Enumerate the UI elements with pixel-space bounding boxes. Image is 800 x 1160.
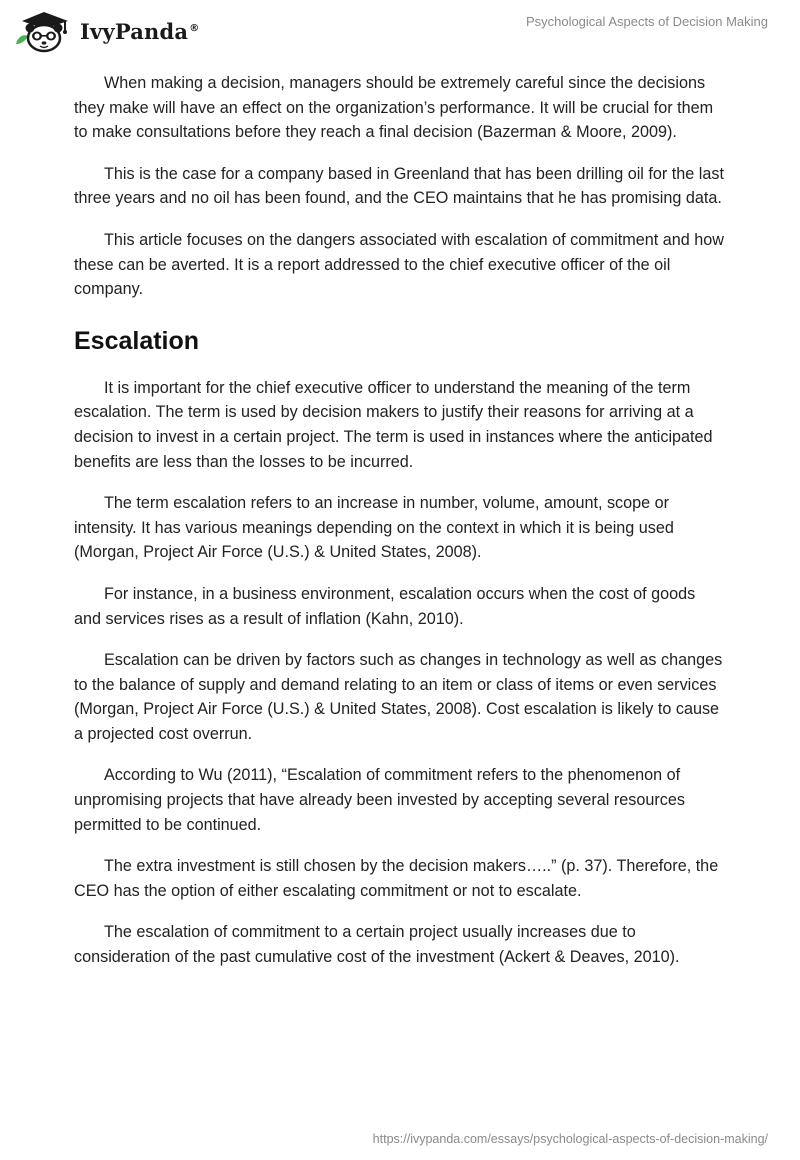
ivypanda-logo[interactable] — [14, 8, 199, 54]
paragraph: Escalation can be driven by factors such as changes in technology as well as changes to the balance of supply and demand relating to an item or class of items or even services (Morgan, Project Air Force (U.S.) & United States, 2008). Cost escalation is likely to cause a projected cost overrun. — [74, 651, 723, 743]
page-header — [0, 0, 800, 60]
document-title: Psychological Aspects of Decision Making — [525, 14, 768, 29]
paragraph: For instance, in a business environment, escalation occurs when the cost of goods and services rises as a result of inflation (Kahn, 2010). — [74, 584, 696, 628]
panda-graduation-cap-icon — [14, 8, 74, 54]
logo-wordmark: IvyPanda® — [80, 18, 200, 44]
paragraph: According to Wu (2011), “Escalation of commitment refers to the phenomenon of unpromising projects that have already been invested by accepting several resources permitted to be continued. — [74, 766, 685, 834]
paragraph: It is important for the chief executive officer to understand the meaning of the term escalation. The term is used by decision makers to justify their reasons for arriving at a decision to invest in a certain project. The term is used in instances where the anticipated benefits are less than the losses to be incurred. — [74, 378, 713, 471]
paragraph: This is the case for a company based in Greenland that has been drilling oil for the last three years and no oil has been found, and the CEO maintains that he has promising data. — [74, 164, 724, 208]
paragraph: When making a decision, managers should be extremely careful since the decisions they make will have an effect on the organization’s performance. It will be crucial for them to make consultations before they reach a final decision (Bazerman & Moore, 2009). — [74, 74, 714, 142]
section-heading: Escalation — [74, 326, 200, 355]
essay-body — [74, 71, 726, 987]
paragraph: The extra investment is still chosen by the decision makers…..” (p. 37). Therefore, the CEO has the option of either escalating commitment or not to escalate. — [74, 857, 719, 900]
paragraph: The term escalation refers to an increase in number, volume, amount, scope or intensity. It has various meanings depending on the context in which it is being used (Morgan, Project Air Force (U.S.) & United States, 2008). — [74, 494, 674, 562]
paragraph: The escalation of commitment to a certain project usually increases due to consideration of the past cumulative cost of the investment (Ackert & Deaves, 2010). — [74, 923, 680, 967]
registered-mark: ® — [189, 22, 200, 34]
paragraph: This article focuses on the dangers associated with escalation of commitment and how these can be averted. It is a report addressed to the chief executive officer of the oil company. — [74, 230, 724, 299]
source-url[interactable]: https://ivypanda.com/essays/psychological-aspects-of-decision-making/ — [372, 1132, 768, 1146]
